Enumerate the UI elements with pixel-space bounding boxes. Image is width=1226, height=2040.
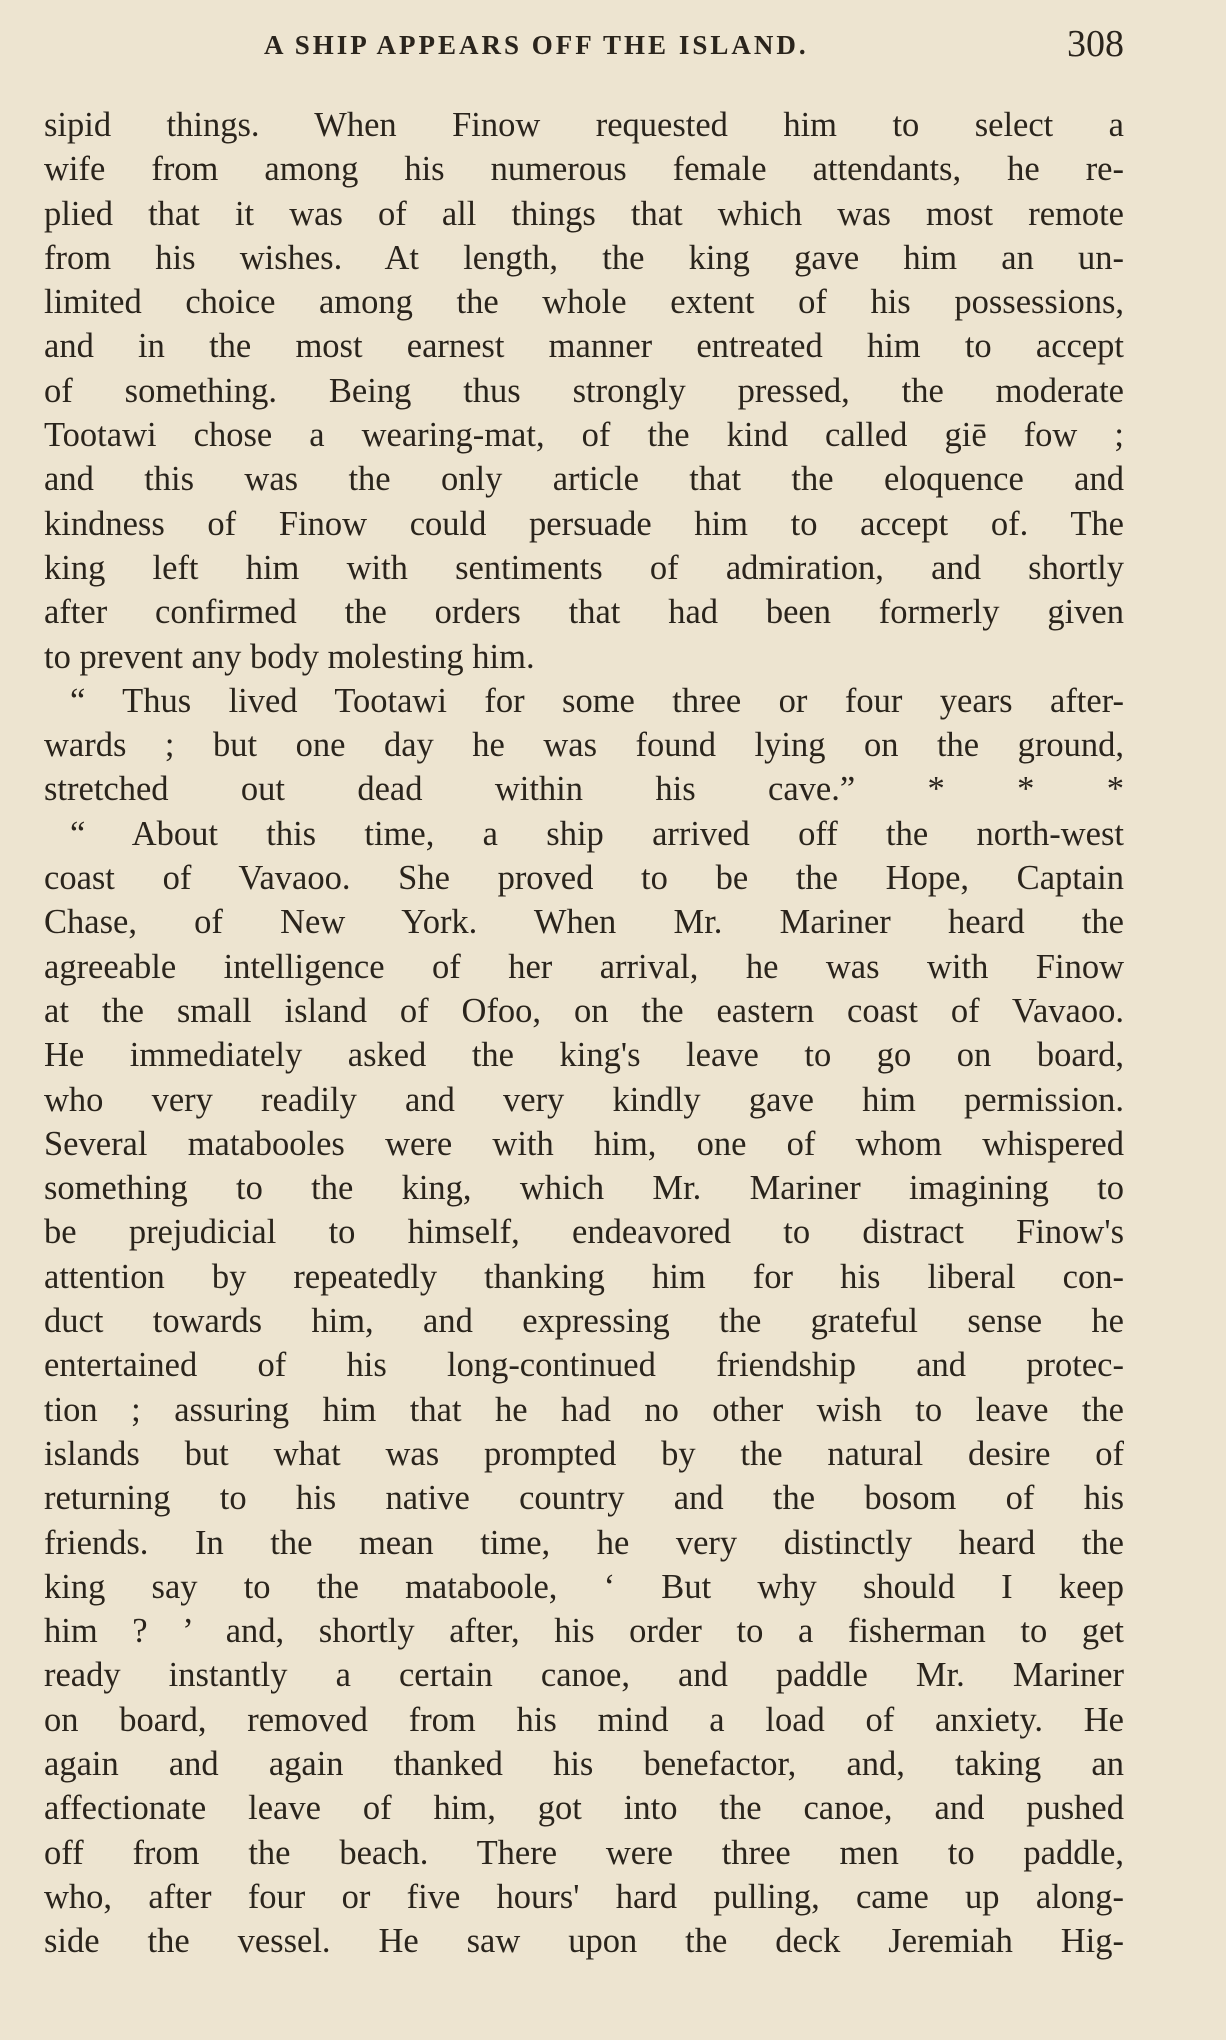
text-line: affectionate leave of him, got into the canoe, and pushed [44, 1789, 1124, 1828]
text-line: at the small island of Ofoo, on the eastern coast of Vavaoo. [44, 991, 1124, 1030]
text-line: “ Thus lived Tootawi for some three or four years after- [70, 681, 1124, 720]
text-line: him ? ’ and, shortly after, his order to a fisherman to get [44, 1612, 1124, 1651]
text-line: limited choice among the whole extent of his possessions, [44, 283, 1124, 322]
text-line: agreeable intelligence of her arrival, he was with Finow [44, 947, 1124, 986]
text-line: “ About this time, a ship arrived off the north-west [70, 814, 1124, 853]
text-line: who very readily and very kindly gave him permission. [44, 1080, 1124, 1119]
text-line: who, after four or five hours' hard pulling, came up along- [44, 1877, 1124, 1916]
text-line: something to the king, which Mr. Mariner imagining to [44, 1169, 1124, 1208]
text-line: returning to his native country and the bosom of his [44, 1479, 1124, 1518]
text-line: He immediately asked the king's leave to go on board, [44, 1036, 1124, 1075]
text-line: king say to the mataboole, ‘ But why should I keep [44, 1567, 1124, 1606]
text-line: on board, removed from his mind a load of anxiety. He [44, 1700, 1124, 1739]
text-line: after confirmed the orders that had been formerly given [44, 593, 1124, 632]
text-line: duct towards him, and expressing the grateful sense he [44, 1302, 1124, 1341]
text-line: be prejudicial to himself, endeavored to distract Finow's [44, 1213, 1124, 1252]
text-line: kindness of Finow could persuade him to accept of. The [44, 504, 1124, 543]
text-line: from his wishes. At length, the king gave him an un- [44, 238, 1124, 277]
text-line: wards ; but one day he was found lying on the ground, [44, 726, 1124, 765]
text-line: friends. In the mean time, he very distinctly heard the [44, 1523, 1124, 1562]
text-line: stretched out dead within his cave.” * * * [44, 770, 1124, 809]
text-line: king left him with sentiments of admiration, and shortly [44, 548, 1124, 587]
text-line: Several matabooles were with him, one of whom whispered [44, 1124, 1124, 1163]
running-title: A SHIP APPEARS OFF THE ISLAND. [264, 30, 809, 60]
text-line: off from the beach. There were three men to paddle, [44, 1833, 1124, 1872]
text-line: tion ; assuring him that he had no other wish to leave the [44, 1390, 1124, 1429]
text-line: Chase, of New York. When Mr. Mariner heard the [44, 903, 1124, 942]
text-line: attention by repeatedly thanking him for his liberal con- [44, 1257, 1124, 1296]
text-line: Tootawi chose a wearing-mat, of the kind called giē fow ; [44, 416, 1124, 455]
text-line: coast of Vavaoo. She proved to be the Hope, Captain [44, 859, 1124, 898]
text-line: of something. Being thus strongly pressed, the moderate [44, 371, 1124, 410]
text-line: islands but what was prompted by the natural desire of [44, 1434, 1124, 1473]
text-line: plied that it was of all things that which was most remote [44, 194, 1124, 233]
running-header [44, 22, 1124, 78]
text-line: entertained of his long-continued friendship and protec- [44, 1346, 1124, 1385]
text-line: and this was the only article that the eloquence and [44, 460, 1124, 499]
text-line: to prevent any body molesting him. [44, 637, 535, 676]
text-line: ready instantly a certain canoe, and paddle Mr. Mariner [44, 1656, 1124, 1695]
text-line: side the vessel. He saw upon the deck Jeremiah Hig- [44, 1922, 1124, 1961]
text-line: and in the most earnest manner entreated him to accept [44, 327, 1124, 366]
page-number: 308 [1067, 23, 1124, 65]
text-line: again and again thanked his benefactor, and, taking an [44, 1744, 1124, 1783]
text-line: sipid things. When Finow requested him to select a [44, 106, 1124, 144]
text-line: wife from among his numerous female attendants, he re- [44, 150, 1124, 189]
body-text [44, 103, 1124, 1963]
